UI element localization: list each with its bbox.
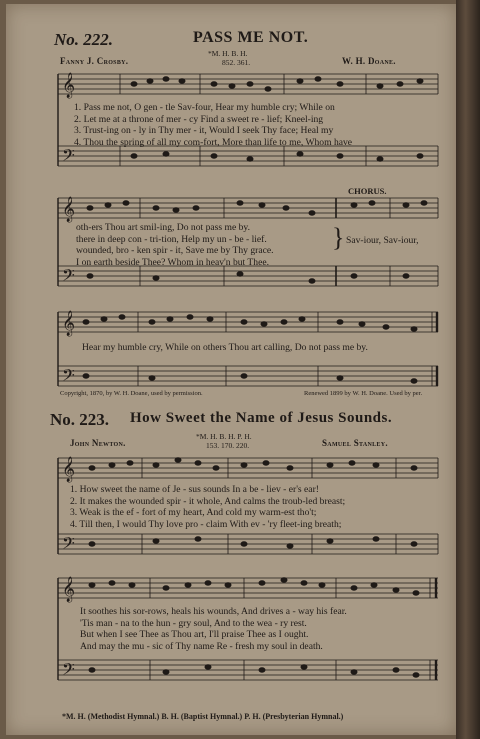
hymn-222-title: PASS ME NOT. <box>193 29 309 46</box>
hymn-223-number: No. 223. <box>50 410 110 429</box>
lyric-line: It soothes his sor-rows, heals his wounds, And drives a - way his fear. <box>80 606 347 617</box>
hymn-222-number: No. 222. <box>54 30 114 49</box>
svg-text:𝄞: 𝄞 <box>62 310 76 335</box>
hymn-222-verse-block-1 <box>74 102 352 148</box>
svg-text:𝄢: 𝄢 <box>62 535 75 557</box>
hymn-223-composer: Samuel Stanley. <box>322 438 388 448</box>
lyric-line: But when I see Thee as Thou art, I'll praise Thee as I ought. <box>80 629 309 640</box>
svg-text:𝄞: 𝄞 <box>62 72 76 97</box>
chorus-side-text: Sav-iour, Sav-iour, <box>346 235 419 246</box>
hymn-223-hymnal-header: *M. H. B. H. P. H. <box>196 432 252 441</box>
lyric-line: 4. Till then, I would Thy love pro - claim With ev - 'ry fleet-ing breath; <box>70 518 342 530</box>
lyric-line: 3. Trust-ing on - ly in Thy mer - it, Would I seek Thy face; Heal my <box>74 125 334 136</box>
hymn-222-hymnal-numbers: 852. 361. <box>222 58 251 67</box>
lyric-line: wounded, bro - ken spir - it, Save me by Thy grace. <box>76 245 274 256</box>
hymn-222-composer: W. H. Doane. <box>342 56 396 66</box>
lyric-line: And may the mu - sic of Thy name Re - fresh my soul in death. <box>80 640 323 652</box>
hymn-223-title: How Sweet the Name of Jesus Sounds. <box>130 410 393 426</box>
svg-text:𝄢: 𝄢 <box>62 267 75 289</box>
hymn-222-hymnal-header: *M. H. B. H. <box>208 49 248 58</box>
hymn-222-author: Fanny J. Crosby. <box>60 56 129 66</box>
lyric-line: oth-ers Thou art smil-ing, Do not pass me by. <box>76 222 250 233</box>
hymn-223-author: John Newton. <box>70 438 126 448</box>
hymn-222-verse-block-2 <box>76 222 274 268</box>
lyric-line: 'Tis man - na to the hun - gry soul, And to the wea - ry rest. <box>80 617 307 629</box>
copyright-notice: Copyright, 1870, by W. H. Doane, used by permission. <box>60 390 203 397</box>
svg-text:𝄢: 𝄢 <box>62 147 75 169</box>
lyric-line: 1. How sweet the name of Je - sus sounds In a be - liev - er's ear! <box>70 484 319 495</box>
lyric-line: I on earth beside Thee? Whom in heav'n but Thee. <box>76 256 270 268</box>
hymn-223-hymnal-numbers: 153. 170. 220. <box>206 441 250 450</box>
chorus-brace: } <box>332 223 345 252</box>
lyric-line: 1. Pass me not, O gen - tle Sav-four, Hear my humble cry; While on <box>74 102 335 113</box>
svg-text:𝄞: 𝄞 <box>62 456 76 481</box>
lyric-line: 2. It makes the wounded spir - it whole, And calms the troub-led breast; <box>70 495 346 507</box>
lyric-line: there in deep con - tri-tion, Help my un - be - lief. <box>76 233 267 245</box>
renewal-notice: Renewed 1899 by W. H. Doane. Used by per. <box>304 390 423 397</box>
lyric-line: 4. Thou the spring of all my com-fort, More than life to me, Whom have <box>74 136 353 148</box>
chorus-label: CHORUS. <box>348 186 387 196</box>
svg-text:𝄞: 𝄞 <box>62 576 76 601</box>
chorus-lyric-line: Hear my humble cry, While on others Thou art calling, Do not pass me by. <box>82 342 368 353</box>
svg-text:𝄢: 𝄢 <box>62 367 75 389</box>
svg-text:𝄢: 𝄢 <box>62 661 75 683</box>
hymnal-abbreviation-footer: *M. H. (Methodist Hymnal.) B. H. (Baptist Hymnal.) P. H. (Presbyterian Hymnal.) <box>62 712 344 721</box>
hymn-223-verse-block-1 <box>70 484 345 530</box>
svg-text:𝄞: 𝄞 <box>62 196 76 221</box>
hymn-223-verse-block-2 <box>80 606 347 652</box>
lyric-line: 2. Let me at a throne of mer - cy Find a sweet re - lief; Kneel-ing <box>74 113 324 125</box>
lyric-line: 3. Weak is the ef - fort of my heart, And cold my warm-est tho't; <box>70 507 317 518</box>
